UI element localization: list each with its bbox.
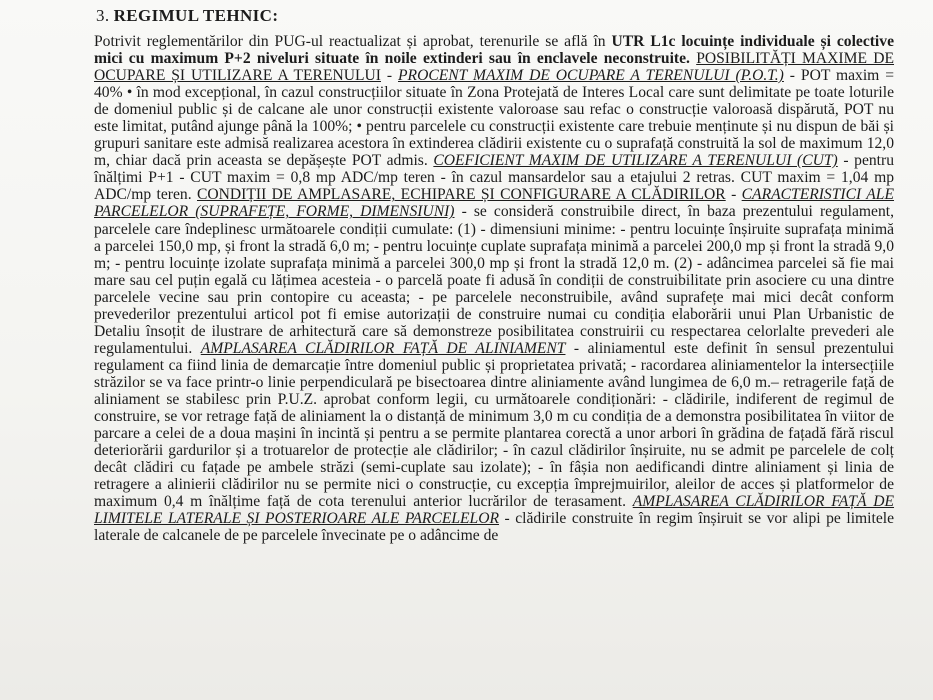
section-paragraph [94, 33, 894, 544]
subsection-subheading: AMPLASAREA CLĂDIRILOR FAȚĂ DE LIMITELE LATERALE ȘI POSTERIOARE ALE PARCELELOR [94, 493, 895, 528]
paragraph-text: Potrivit reglementărilor din PUG-ul reactualizat și aprobat, terenurile se află în [94, 33, 612, 50]
subsection-subheading: AMPLASAREA CLĂDIRILOR FAȚĂ DE ALINIAMENT [200, 339, 566, 357]
paragraph-text: - POT maxim = 40% • în mod excepțional, în cazul construcțiilor situate în Zona Protejată de Interes Local care sunt delimitate pe toate loturile de domeniul public și de calcane ale unor construcții existente valoroase sau refac o construcție valoroasă dispărută, POT nu este limitat, putând ajunge până la 100%; • pentru parcelele cu construcții existente care trebuie menținute și nu dispun de băi și grupuri sanitare este admisă realizarea acestora în extinderea clădirii existente cu o suprafață construită la sol de maximum 12,0 m, chiar dacă prin aceasta se depășește POT admis. [94, 67, 894, 170]
subsection-subheading: COEFICIENT MAXIM DE UTILIZARE A TERENULUI (CUT) [433, 152, 838, 170]
subsection-subheading: PROCENT MAXIM DE OCUPARE A TERENULUI (P.O.T.) [398, 67, 784, 85]
paragraph-text: - se consideră construibile direct, în baza prezentului regulament, parcelele care îndeplinesc următoarele condiții cumulate: (1) - dimensiuni minime: - pentru locuințe înșiruite suprafața minimă a parcelei 150,0 mp, și front la stradă 6,0 m; - pentru locuințe cuplate suprafața minimă a parcelei 200,0 mp și front la stradă 9,0 m; - pentru locuințe izolate suprafața minimă a parcelei 300,0 mp și front la stradă 12,0 m. (2) - adâncimea parcelei să fie mai mare sau cel puțin egală cu lățimea acesteia - o parcelă poate fi adusă în condiții de construibilitate prin asociere cu una dintre parcelele vecine sau prin contopire cu aceasta; - pe parcelele neconstruibile, având suprafețe mai mici decât conform prevederilor prezentului articol pot fi emise autorizații de construire numai cu condiția elaborării unui Plan Urbanistic de Detaliu însoțit de ilustrare de arhitectură care să demonstreze posibilitatea construirii cu respectarea celorlalte prevederi ale regulamentului. [94, 203, 895, 357]
paragraph-text: - [725, 186, 742, 204]
subsection-subheading: CARACTERISTICI ALE PARCELELOR (SUPRAFEȚE, FORME, DIMENSIUNI) [94, 186, 895, 221]
section-subheading: POSIBILITĂȚI MAXIME DE OCUPARE ȘI UTILIZARE A TERENULUI [94, 50, 895, 85]
section-number: 3. [96, 6, 110, 25]
paragraph-text: - pentru înălțimi P+1 - CUT maxim = 0,8 mp ADC/mp teren - în cazul mansardelor sau a etajului 2 retras. CUT maxim = 1,04 mp ADC/mp teren. [94, 152, 894, 204]
paragraph-text: - clădirile construite în regim înșiruit se vor alipi pe limitele laterale de calcanele de pe parcelele învecinate pe o adâncime de [94, 510, 894, 545]
section-subheading: CONDIȚII DE AMPLASARE, ECHIPARE ȘI CONFIGURARE A CLĂDIRILOR [197, 186, 726, 204]
section-title: REGIMUL TEHNIC: [113, 6, 279, 25]
paragraph-text: - aliniamentul este definit în sensul prezentului regulament ca fiind linia de demarcație între domeniul public și proprietatea privată; - racordarea aliniamentelor la intersecțiile străzilor se va face printr-o linie perpendiculară pe bisectoarea dintre aliniamente având lungimea de 6,0 m.– retragerile față de aliniament se stabilesc prin P.U.Z. aprobat conform legii, cu următoarele condiționări: - clădirile, indiferent de regimul de construire, se vor retrage față de aliniament la o distanță de minimum 3,0 m cu condiția de a demonstra posibilitatea în viitor de parcare a celei de a doua mașini în incintă și pentru a se permite plantarea corectă a unor arbori în grădina de fațadă fără riscul deteriorării gardurilor și a trotuarelor de protecție ale clădirilor; - în cazul clădirilor înșiruite, nu se admit pe parcelele de colț decât clădiri cu fațade pe ambele străzi (semi-cuplate sau izolate); - în fâșia non aedificandi dintre aliniament și linia de retragere a alinierii clădirilor nu se permite nici o construcție, cu excepția împrejmuirilor, aleilor de acces și platformelor de maximum 0,4 m înălțime față de cota terenului anterior lucrărilor de terasament. [94, 339, 894, 511]
paragraph-text: - [381, 67, 399, 85]
section-heading [96, 6, 278, 26]
zone-label: UTR L1c locuințe individuale și colective mici cu maximum P+2 niveluri situate în noile extinderi sau în enclavele neconstruite. [94, 33, 894, 68]
